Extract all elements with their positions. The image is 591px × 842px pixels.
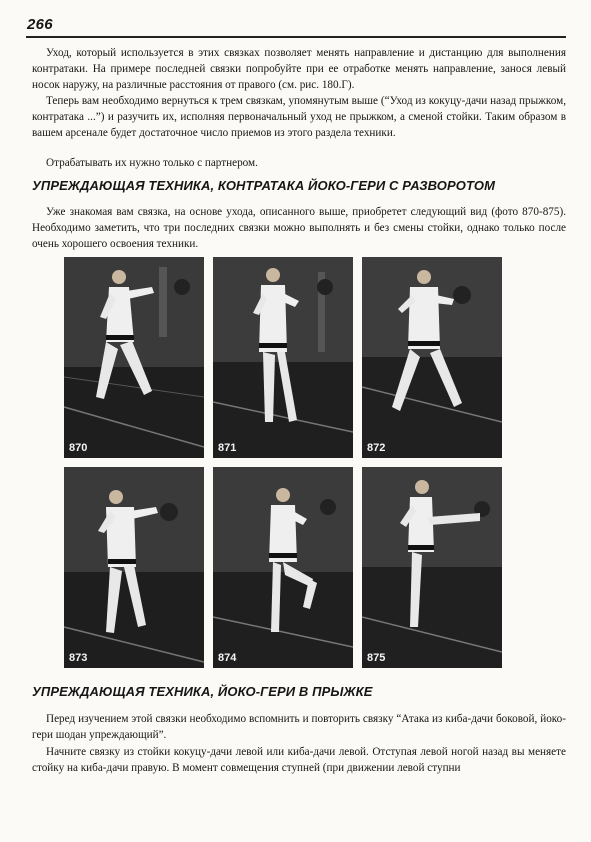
photo-873 (64, 467, 204, 668)
karate-figure-image (362, 467, 502, 668)
section-heading-counterattack: УПРЕЖДАЮЩАЯ ТЕХНИКА, КОНТРАТАКА ЙОКО-ГЕРИ С РАЗВОРОТОМ (32, 178, 496, 193)
paragraph-2: Теперь вам необходимо вернуться к трем связкам, упомянутым выше (“Уход из кокуцу-дачи назад прыжком, контратака ...”) и разучить их, исполняя первоначальный уход не прыжком, а сменой стойки. Таким образом в вашем арсенале будет достаточное число приемов из этого раздела техники. (32, 95, 566, 139)
karate-figure-image (213, 257, 353, 458)
photo-sequence (64, 257, 504, 668)
photo-number: 870 (69, 442, 88, 454)
page-number: 266 (27, 16, 53, 33)
paragraph-jump-start: Начните связку из стойки кокуцу-дачи левой или киба-дачи левой. Отступая левой ногой назад вы меняете стойку на киба-дачи правую. В момент совмещения ступней (при движении левой ступни (32, 746, 566, 774)
photo-870 (64, 257, 204, 458)
photo-number: 875 (367, 652, 386, 664)
paragraph-3: Отрабатывать их нужно только с партнером. (46, 157, 258, 169)
photo-number: 873 (69, 652, 88, 664)
karate-figure-image (64, 257, 204, 458)
photo-872 (362, 257, 502, 458)
photo-number: 872 (367, 442, 386, 454)
karate-figure-image (213, 467, 353, 668)
header-rule (26, 36, 566, 38)
photo-874 (213, 467, 353, 668)
paragraph-1: Уход, который используется в этих связках позволяет менять направление и дистанцию для выполнения контратаки. На примере последней связки попробуйте при ее отработке менять направление, занося левый носок наружу, на различные расстояния от правого (см. рис. 180.Г). (32, 47, 566, 91)
paragraph-intro-photos: Уже знакомая вам связка, на основе ухода, описанного выше, приобретет следующий вид (фото 870-875). Необходимо заметить, что три последних связки можно выполнять и без смены стойки, однако только после очень хорошего освоения техники. (32, 206, 566, 250)
karate-figure-image (362, 257, 502, 458)
paragraph-jump-intro: Перед изучением этой связки необходимо вспомнить и повторить связку “Атака из киба-дачи боковой, йоко-гери шодан упреждающий”. (32, 713, 566, 741)
photo-875 (362, 467, 502, 668)
karate-figure-image (64, 467, 204, 668)
photo-number: 871 (218, 442, 237, 454)
section-heading-jump-kick: УПРЕЖДАЮЩАЯ ТЕХНИКА, ЙОКО-ГЕРИ В ПРЫЖКЕ (32, 684, 373, 699)
photo-871 (213, 257, 353, 458)
photo-number: 874 (218, 652, 237, 664)
